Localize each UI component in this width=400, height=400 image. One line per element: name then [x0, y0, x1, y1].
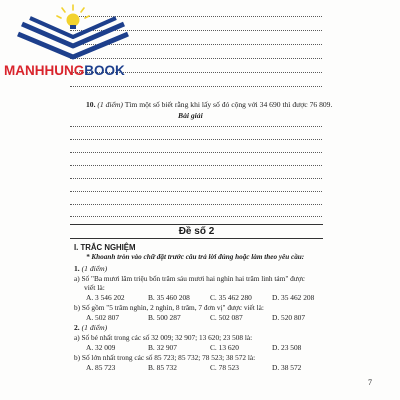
- option[interactable]: A. 85 723: [86, 363, 116, 372]
- question-2-header: 2. (1 điểm): [74, 323, 108, 332]
- answer-line: [70, 139, 322, 140]
- answer-line: [70, 191, 322, 192]
- part-heading: I. TRẮC NGHIỆM: [74, 243, 136, 252]
- publisher-logo: [4, 2, 142, 82]
- option[interactable]: A. 3 546 202: [86, 293, 125, 302]
- answer-line: [70, 86, 322, 87]
- answer-line: [70, 152, 322, 153]
- option[interactable]: D. 35 462 208: [272, 293, 315, 302]
- option[interactable]: A. 502 807: [86, 313, 120, 322]
- instruction: * Khoanh tròn vào chữ đặt trước câu trả lời đúng hoặc làm theo yêu cầu:: [86, 253, 305, 261]
- option[interactable]: C. 13 620: [210, 343, 239, 352]
- answer-line: [70, 178, 322, 179]
- option[interactable]: D. 23 508: [272, 343, 302, 352]
- question-2b: b) Số lớn nhất trong các số 85 723; 85 732; 78 523; 38 572 là:: [74, 353, 256, 362]
- page-number: 7: [368, 378, 372, 387]
- option[interactable]: B. 85 732: [148, 363, 177, 372]
- answer-line: [70, 165, 322, 166]
- exam-title: Đề số 2: [70, 224, 323, 239]
- option[interactable]: A. 32 009: [86, 343, 116, 352]
- option[interactable]: D. 38 572: [272, 363, 302, 372]
- option[interactable]: B. 32 907: [148, 343, 177, 352]
- publisher-name: MANHHUNGBOOK: [4, 63, 125, 78]
- answer-line: [70, 126, 322, 127]
- question-1a-cont: viết là:: [84, 283, 105, 292]
- option[interactable]: B. 500 287: [148, 313, 181, 322]
- answer-line: [70, 216, 322, 217]
- option[interactable]: C. 78 523: [210, 363, 239, 372]
- option[interactable]: C. 502 087: [210, 313, 243, 322]
- question-10: 10. (1 điểm) Tìm một số biết rằng khi lấy số đó cộng với 34 690 thì được 76 809.: [86, 100, 333, 109]
- question-1a: a) Số "Ba mươi lăm triệu bốn trăm sáu mươi hai nghìn hai trăm linh tám" được: [74, 274, 305, 283]
- question-2a: a) Số bé nhất trong các số 32 009; 32 907; 13 620; 23 508 là:: [74, 333, 253, 342]
- solution-label: Bài giải: [178, 111, 203, 120]
- option[interactable]: B. 35 460 208: [148, 293, 190, 302]
- option[interactable]: D. 520 807: [272, 313, 306, 322]
- book-logo-icon: [4, 2, 142, 64]
- question-1b: b) Số gồm "5 trăm nghìn, 2 nghìn, 8 trăm, 7 đơn vị" được viết là:: [74, 303, 264, 312]
- option[interactable]: C. 35 462 280: [210, 293, 252, 302]
- answer-line: [70, 204, 322, 205]
- question-1-header: 1. (1 điểm): [74, 264, 108, 273]
